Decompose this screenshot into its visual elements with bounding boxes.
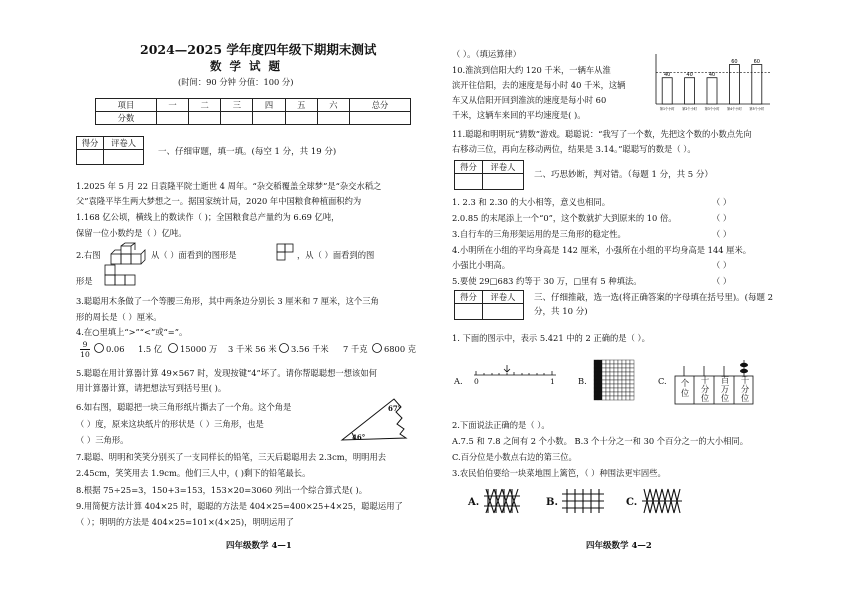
speed-bar-chart <box>652 52 772 114</box>
compare-circle[interactable] <box>168 343 178 353</box>
compare-item: 15000 万 <box>180 344 218 354</box>
question-10-line: 千米，这辆车来回的平均速度是( )。 <box>452 110 586 120</box>
grid-cell <box>606 376 610 380</box>
grader-score-label: 得分 <box>455 291 483 304</box>
question-2-text: 从（ ）面看到的图形是 <box>151 250 237 260</box>
grid-cell <box>598 384 602 388</box>
score-header: 总分 <box>350 99 411 112</box>
grid-cell <box>610 364 614 368</box>
grader-reviewer-label: 评卷人 <box>482 161 523 174</box>
grid-cell <box>614 388 618 392</box>
right-page <box>430 0 860 595</box>
judge-answer-paren[interactable]: （ ） <box>712 276 732 286</box>
grid-cell <box>602 376 606 380</box>
choice-2-options: A.7.5 和 7.8 之间有 2 个小数。 B.3 个十分之一和 30 个百分之一的大小相同。 <box>452 436 749 446</box>
grid-cell <box>618 368 622 372</box>
question-10-line: 车又从信阳开回到淮滨的速度是每小时 60 <box>452 95 607 105</box>
score-header: 四 <box>253 99 285 112</box>
judge-item: 小强比小明高。 <box>452 260 511 270</box>
abacus-col-tenths <box>696 376 714 403</box>
grader-cell[interactable] <box>77 150 104 165</box>
page-footer-right: 四年级数学 4—2 <box>586 541 652 551</box>
grid-cell <box>598 392 602 396</box>
fence-label-a: A. <box>468 497 480 508</box>
grid-cell <box>618 396 622 400</box>
question-3-line: 形的周长是（ ）厘米。 <box>76 312 162 322</box>
grid-cell <box>626 372 630 376</box>
grid-cell <box>602 364 606 368</box>
grid-cell <box>618 388 622 392</box>
abacus-col-ones <box>676 378 694 398</box>
fence-option-a <box>484 487 522 515</box>
question-8-text: 8.根据 75÷25=3，150+3=153，153×20=3060 列出一个综合算式是( )。 <box>76 485 368 495</box>
grid-cell <box>618 364 622 368</box>
grid-cell <box>618 376 622 380</box>
grid-cell <box>622 372 626 376</box>
grid-cell <box>622 376 626 380</box>
grid-cell <box>610 372 614 376</box>
grid-cell <box>626 376 630 380</box>
choice-2-options: C.百分位是小数点右边的第三位。 <box>452 452 577 462</box>
option-label-a: A. <box>454 376 463 386</box>
chart-bar <box>685 78 695 104</box>
question-5-line: 5.聪聪在用计算器计算 49×567 时，发现按键“4”坏了。请你帮聪聪想一想该如何 <box>76 368 377 378</box>
choice-question-1: 1. 下面的图示中，表示 5.421 中的 2 正确的是（ ）。 <box>452 333 650 343</box>
option-label-c: C. <box>658 376 667 386</box>
compare-item: 0.06 <box>106 344 125 354</box>
grid-cell <box>606 360 610 364</box>
score-header: 三 <box>221 99 253 112</box>
grid-cell <box>606 384 610 388</box>
grid-cell <box>626 368 630 372</box>
grid-cell <box>626 388 630 392</box>
grader-reviewer-label: 评卷人 <box>104 137 144 150</box>
number-line-zero: 0 <box>474 377 479 386</box>
choice-question-2: 2.下面说法正确的是（ ）。 <box>452 420 550 430</box>
grid-cell <box>602 388 606 392</box>
grid-cell <box>594 380 598 384</box>
question-11-line: 11.聪聪和明明玩“猜数”游戏。聪聪说：“我写了一个数，先把这个数的小数点先向 <box>452 129 752 139</box>
question-6-line: （ ）三角形。 <box>76 435 129 445</box>
question-4-text: 4.在○里填上“>”“<”或“=”。 <box>76 327 188 337</box>
grid-cell <box>614 360 618 364</box>
question-11-line: 右移动三位，再向左移动两位，结果是 3.14。”聪聪写的数是（ ）。 <box>452 144 696 154</box>
question-1-line: 1.2025 年 5 月 22 日袁隆平院士逝世 4 周年。“杂交稻覆盖全球梦”是“杂交水稻之 <box>76 181 382 191</box>
chart-category-label: 第5个小时 <box>749 107 765 111</box>
grid-cell <box>626 384 630 388</box>
grid-cell <box>602 396 606 400</box>
section-2-heading: 二、巧思妙断，判对错。（每题 1 分，共 5 分） <box>534 170 713 180</box>
grid-cell <box>630 380 634 384</box>
torn-triangle-figure <box>340 394 412 444</box>
grid-cell <box>626 364 630 368</box>
grader-score-label: 得分 <box>77 137 104 150</box>
grader-reviewer-label: 评卷人 <box>482 291 523 304</box>
judge-answer-paren[interactable]: （ ） <box>712 197 732 207</box>
grid-cell <box>614 392 618 396</box>
abacus-char: 分 <box>740 384 750 394</box>
question-2-text: 形是 <box>76 276 93 286</box>
abacus-col-thousandths <box>736 376 754 403</box>
grid-cell <box>630 360 634 364</box>
compare-item: 7 千克 <box>343 344 368 354</box>
grid-cell <box>630 376 634 380</box>
question-1-line: 保留一位小数约是（ ）亿吨。 <box>76 228 187 238</box>
grid-cell <box>614 372 618 376</box>
judge-answer-paren[interactable]: （ ） <box>712 229 732 239</box>
question-7-line: 2.45cm，笑笑用去 1.9cm。他们三人中，( )剩下的铅笔最长。 <box>76 468 311 478</box>
grid-cell <box>622 392 626 396</box>
grid-cell <box>614 368 618 372</box>
grid-cell <box>618 384 622 388</box>
question-2-text: ，从（ ）面看到的图 <box>297 250 375 260</box>
hundred-grid-figure <box>592 358 636 402</box>
score-cell[interactable] <box>253 112 285 125</box>
grader-cell[interactable] <box>455 174 483 190</box>
grid-cell <box>630 392 634 396</box>
chart-bar <box>662 78 672 104</box>
question-3-line: 3.聪聪用木条做了一个等腰三角形，其中两条边分别长 3 厘米和 7 厘米，这个三角 <box>76 296 379 306</box>
question-10-line: 10.淮滨到信阳大约 120 千米，一辆车从淮 <box>452 65 611 75</box>
grid-cell <box>598 368 602 372</box>
grid-cell <box>610 388 614 392</box>
grid-cell <box>594 384 598 388</box>
grid-cell <box>630 368 634 372</box>
score-header: 一 <box>156 99 188 112</box>
grid-cell <box>614 396 618 400</box>
question-7-line: 7.聪聪、明明和笑笑分别买了一支同样长的铅笔，三天后聪聪用去 2.3cm，明明用去 <box>76 452 387 462</box>
grid-cell <box>626 360 630 364</box>
grid-cell <box>622 396 626 400</box>
grader-cell[interactable] <box>482 174 523 190</box>
grid-cell <box>630 396 634 400</box>
grid-cell <box>610 396 614 400</box>
grid-cell <box>598 376 602 380</box>
grid-cell <box>626 380 630 384</box>
grid-cell <box>614 364 618 368</box>
question-6-line: （ ）度，原来这块纸片的形状是（ ）三角形，也是 <box>76 419 264 429</box>
judge-item: 1. 2.3 和 2.30 的大小相等，意义也相同。 <box>452 197 610 207</box>
abacus-char: 位 <box>740 393 750 403</box>
fraction-numerator: 9 <box>82 340 88 349</box>
score-row-label: 分数 <box>96 112 157 125</box>
judge-item: 2.0.85 的末尾添上一个“0”，这个数就扩大到原来的 10 倍。 <box>452 213 677 223</box>
abacus-char: 万 <box>720 384 730 394</box>
grader-box <box>76 136 144 165</box>
grid-cell <box>606 392 610 396</box>
chart-data-label: 60 <box>753 59 760 66</box>
grader-box <box>454 160 524 190</box>
abacus-char: 百 <box>720 375 730 385</box>
score-header: 项目 <box>96 99 157 112</box>
grid-cell <box>614 380 618 384</box>
grader-score-label: 得分 <box>455 161 483 174</box>
grid-cell <box>606 368 610 372</box>
fence-label-c: C. <box>626 497 638 508</box>
grid-cell <box>622 360 626 364</box>
compare-circle[interactable] <box>372 343 382 353</box>
abacus-char: 位 <box>680 388 690 398</box>
grid-cell <box>606 388 610 392</box>
chart-bar <box>707 78 717 104</box>
grid-cell <box>606 380 610 384</box>
judge-item: 4.小明所在小组的平均身高是 142 厘米，小强所在小组的平均身高是 144 厘米。 <box>452 245 752 255</box>
grid-cell <box>618 392 622 396</box>
grid-cell <box>614 376 618 380</box>
chart-data-label: 40 <box>686 72 693 79</box>
grid-cell <box>630 372 634 376</box>
score-header: 二 <box>189 99 221 112</box>
compare-circle[interactable] <box>279 343 289 353</box>
question-9-continuation: （ ）。（填运算律） <box>452 49 522 59</box>
grid-cell <box>598 388 602 392</box>
chart-category-label: 第3个小时 <box>704 107 720 111</box>
grid-cell <box>602 380 606 384</box>
question-1-line: 父”袁隆平毕生两大梦想之一。据国家统计局，2020 年中国粮食种植面积约为 <box>76 196 362 206</box>
page-footer-left: 四年级数学 4—1 <box>226 541 292 551</box>
exam-subtitle: 数 学 试 题 <box>210 59 283 73</box>
grid-cell <box>598 372 602 376</box>
chart-data-label: 40 <box>664 72 671 79</box>
score-cell[interactable] <box>350 112 411 125</box>
grader-cell[interactable] <box>104 150 144 165</box>
grid-cell <box>594 360 598 364</box>
question-5-line: 用计算器计算，请把想法写到括号里( )。 <box>76 383 227 393</box>
grid-cell <box>622 380 626 384</box>
grid-cell <box>610 368 614 372</box>
fence-label-b: B. <box>546 497 558 508</box>
grader-cell[interactable] <box>455 304 483 320</box>
grid-cell <box>626 392 630 396</box>
grid-cell <box>594 388 598 392</box>
grid-cell <box>602 372 606 376</box>
grid-cell <box>610 360 614 364</box>
chart-category-label: 第4个小时 <box>727 107 742 111</box>
grid-cell <box>594 392 598 396</box>
grid-cell <box>594 376 598 380</box>
grid-cell <box>630 364 634 368</box>
compare-item: 1.5 亿 <box>138 344 163 354</box>
grid-cell <box>598 380 602 384</box>
grid-cell <box>622 364 626 368</box>
angle-label-67: 67° <box>388 404 402 413</box>
chart-bar <box>729 65 739 104</box>
abacus-char: 位 <box>700 393 710 403</box>
grid-cell <box>626 396 630 400</box>
judge-answer-paren[interactable]: （ ） <box>712 260 732 270</box>
grid-cell <box>594 372 598 376</box>
grid-cell <box>610 384 614 388</box>
score-cell[interactable] <box>285 112 317 125</box>
score-header: 五 <box>285 99 317 112</box>
grid-cell <box>606 396 610 400</box>
grid-cell <box>614 384 618 388</box>
chart-data-label: 40 <box>708 72 716 79</box>
fence-option-b <box>562 487 604 515</box>
choice-question-3: 3.农民伯伯要给一块菜地围上篱笆，（ ）种围法更牢固些。 <box>452 468 666 478</box>
chart-category-label: 第1个小时 <box>659 107 675 111</box>
view-shape-b <box>104 264 138 286</box>
number-line-one: 1 <box>550 377 555 386</box>
grid-cell <box>602 368 606 372</box>
compare-circle[interactable] <box>94 343 104 353</box>
question-10-line: 滨开往信阳，去的速度是每小时 40 千米，这辆 <box>452 80 626 90</box>
abacus-col-millions <box>716 376 734 403</box>
judge-item: 5.要使 29□683 约等于 30 万，□里有 5 种填法。 <box>452 276 642 286</box>
grid-cell <box>594 368 598 372</box>
score-cell[interactable] <box>156 112 188 125</box>
abacus-char: 千 <box>740 375 750 385</box>
question-9-line: （ ）；明明的方法是 404×25=101×(4×25)，明明运用了 <box>76 517 294 527</box>
chart-category-label: 第2个小时 <box>682 107 697 111</box>
judge-answer-paren[interactable]: （ ） <box>712 213 732 223</box>
grader-cell[interactable] <box>482 304 523 320</box>
grid-cell <box>602 360 606 364</box>
compare-item: 3.56 千米 <box>291 344 329 354</box>
question-9-line: 9.用简便方法计算 404×25 时，聪聪的方法是 404×25=400×25+4×25，聪聪运用了 <box>76 501 403 511</box>
grader-box <box>454 290 524 320</box>
time-score-line: (时间：90 分钟 分值：100 分) <box>178 77 294 87</box>
grid-cell <box>606 372 610 376</box>
grid-cell <box>630 384 634 388</box>
score-header: 六 <box>317 99 349 112</box>
grid-cell <box>622 384 626 388</box>
grid-cell <box>630 388 634 392</box>
grid-cell <box>598 396 602 400</box>
grid-cell <box>622 388 626 392</box>
grid-cell <box>594 396 598 400</box>
section-3-heading-cont: 分，共 10 分) <box>534 307 588 317</box>
question-6-line: 6.如右图，聪聪把一块三角形纸片撕去了一个角。这个角是 <box>76 402 292 412</box>
grid-cell <box>602 392 606 396</box>
number-line-figure <box>472 362 558 388</box>
grid-cell <box>598 364 602 368</box>
option-label-b: B. <box>578 376 587 386</box>
abacus-char: 分 <box>700 384 710 394</box>
fraction-denominator: 10 <box>80 350 90 359</box>
abacus-char: 个 <box>680 378 690 388</box>
score-table <box>95 98 411 125</box>
grid-cell <box>618 380 622 384</box>
view-shape-a <box>276 243 294 261</box>
grid-cell <box>594 364 598 368</box>
section-1-heading: 一、仔细审题，填一填。(每空 1 分，共 19 分) <box>158 147 337 157</box>
grid-cell <box>622 368 626 372</box>
grid-cell <box>598 360 602 364</box>
grid-cell <box>618 360 622 364</box>
abacus-char: 位 <box>720 393 730 403</box>
grid-cell <box>606 364 610 368</box>
abacus-char: 十 <box>700 375 710 385</box>
grid-cell <box>618 372 622 376</box>
grid-cell <box>610 380 614 384</box>
question-1-line: 1.168 亿公顷，横线上的数读作（ )；全国粮食总产量约为 6.69 亿吨， <box>76 212 340 222</box>
grid-cell <box>610 376 614 380</box>
judge-item: 3.自行车的三角形架运用的是三角形的稳定性。 <box>452 229 626 239</box>
question-2-text: 2.右图 <box>76 250 101 260</box>
score-cell[interactable] <box>221 112 253 125</box>
chart-data-label: 60 <box>731 59 738 66</box>
grid-cell <box>602 384 606 388</box>
fence-option-c <box>642 487 682 515</box>
grid-cell <box>610 392 614 396</box>
angle-label-46: 46° <box>352 433 366 442</box>
compare-item: 6800 克 <box>384 344 417 354</box>
section-3-heading: 三、仔细推敲，选一选(将正确答案的字母填在括号里)。(每题 2 <box>534 293 774 303</box>
score-cell[interactable] <box>317 112 349 125</box>
compare-item: 3 千米 56 米 <box>228 344 277 354</box>
exam-title: 2024—2025 学年度四年级下期期末测试 <box>140 42 377 57</box>
score-cell[interactable] <box>189 112 221 125</box>
chart-bar <box>752 65 762 104</box>
